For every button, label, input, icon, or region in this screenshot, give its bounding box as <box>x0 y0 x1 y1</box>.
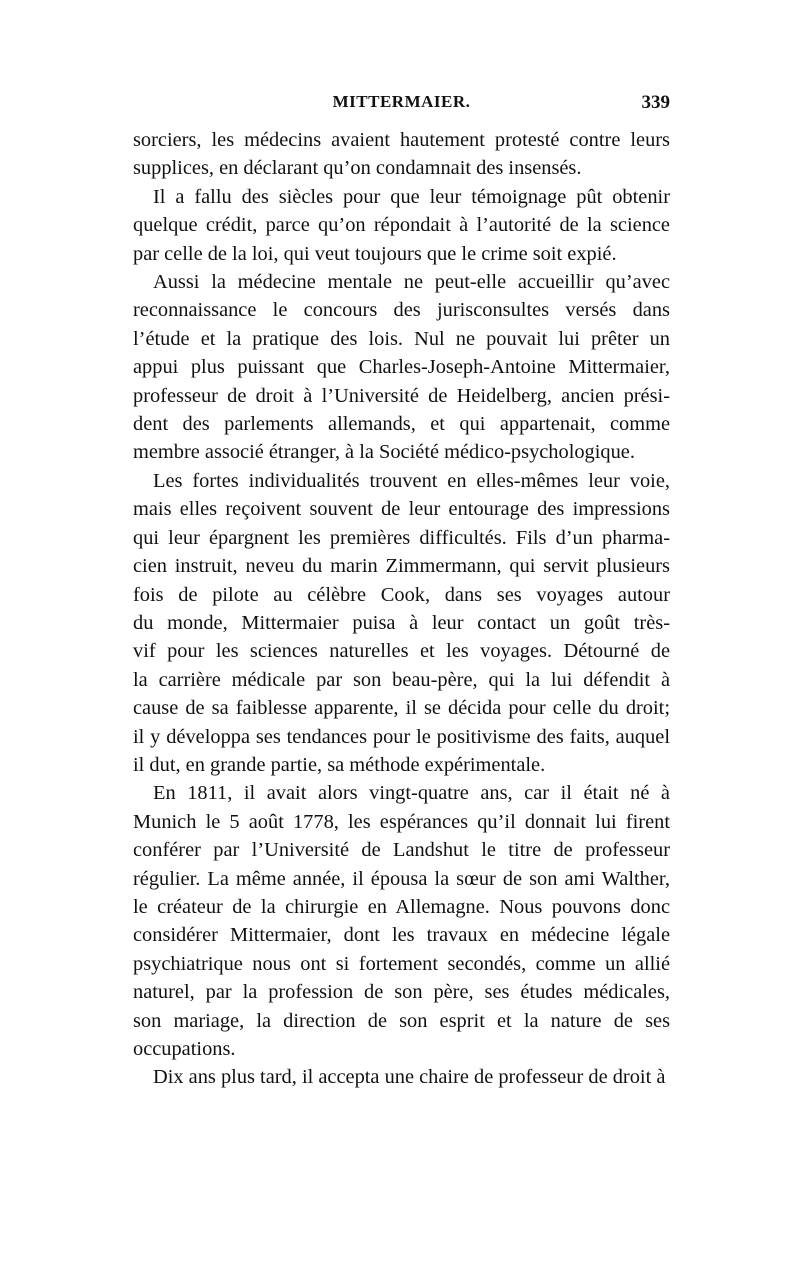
paragraph <box>133 268 670 467</box>
text-line: cause de sa faiblesse apparente, il se décida pour celle du droit; <box>133 697 670 720</box>
text-line: mais elles reçoivent souvent de leur entourage des impressions <box>133 498 670 521</box>
text-line: il dut, en grande partie, sa méthode expérimentale. <box>133 753 546 776</box>
page-number: 339 <box>641 92 670 113</box>
paragraph <box>133 1063 670 1091</box>
text-line: psychiatrique nous ont si fortement secondés, comme un allié <box>133 952 670 975</box>
body-text <box>133 126 670 1092</box>
paragraph <box>133 467 670 779</box>
text-line: il y développa ses tendances pour le positivisme des faits, auquel <box>133 725 670 748</box>
text-line: professeur de droit à l’Université de Heidelberg, ancien prési- <box>133 384 670 407</box>
text-line: Les fortes individualités trouvent en elles-mêmes leur voie, <box>153 469 670 492</box>
text-line: Munich le 5 août 1778, les espérances qu’il donnait lui firent <box>133 810 670 833</box>
text-line: le créateur de la chirurgie en Allemagne. Nous pouvons donc <box>133 895 670 918</box>
text-line: du monde, Mittermaier puisa à leur contact un goût très- <box>133 611 670 634</box>
text-line: régulier. La même année, il épousa la sœur de son ami Walther, <box>133 867 670 890</box>
paragraph <box>133 183 670 268</box>
text-line: Il a fallu des siècles pour que leur témoignage pût obtenir <box>153 185 670 208</box>
paragraph <box>133 126 670 183</box>
running-head <box>133 92 670 116</box>
text-line: occupations. <box>133 1038 236 1060</box>
text-line: son mariage, la direction de son esprit et la nature de ses <box>133 1009 670 1032</box>
text-line: Aussi la médecine mentale ne peut-elle accueillir qu’avec <box>153 271 670 294</box>
text-line: fois de pilote au célèbre Cook, dans ses voyages autour <box>133 583 670 606</box>
text-line: membre associé étranger, à la Société médico-psychologique. <box>133 441 635 464</box>
text-line: la carrière médicale par son beau-père, qui la lui défendit à <box>133 668 670 691</box>
paragraph <box>133 779 670 1063</box>
running-title: MITTERMAIER. <box>332 92 471 111</box>
text-line: En 1811, il avait alors vingt-quatre ans, car il était né à <box>153 782 670 805</box>
text-line: l’étude et la pratique des lois. Nul ne pouvait lui prêter un <box>133 327 670 350</box>
text-line: naturel, par la profession de son père, ses études médicales, <box>133 981 670 1004</box>
text-line: sorciers, les médecins avaient hautement protesté contre leurs <box>133 129 670 151</box>
text-line: considérer Mittermaier, dont les travaux en médecine légale <box>133 924 670 947</box>
text-line: reconnaissance le concours des jurisconsultes versés dans <box>133 299 670 322</box>
text-line: vif pour les sciences naturelles et les voyages. Détourné de <box>133 640 670 663</box>
text-line: quelque crédit, parce qu’on répondait à l’autorité de la science <box>133 214 670 237</box>
text-line: conférer par l’Université de Landshut le titre de professeur <box>133 839 670 862</box>
text-line: cien instruit, neveu du marin Zimmermann, qui servit plusieurs <box>133 555 670 578</box>
text-line: supplices, en déclarant qu’on condamnait des insensés. <box>133 157 582 180</box>
text-line: dent des parlements allemands, et qui appartenait, comme <box>133 413 670 436</box>
text-line: par celle de la loi, qui veut toujours que le crime soit expié. <box>133 242 617 265</box>
text-line: appui plus puissant que Charles-Joseph-Antoine Mittermaier, <box>133 356 670 379</box>
text-line: qui leur épargnent les premières difficultés. Fils d’un pharma- <box>133 526 670 549</box>
text-line: Dix ans plus tard, il accepta une chaire de professeur de droit à <box>153 1066 666 1089</box>
